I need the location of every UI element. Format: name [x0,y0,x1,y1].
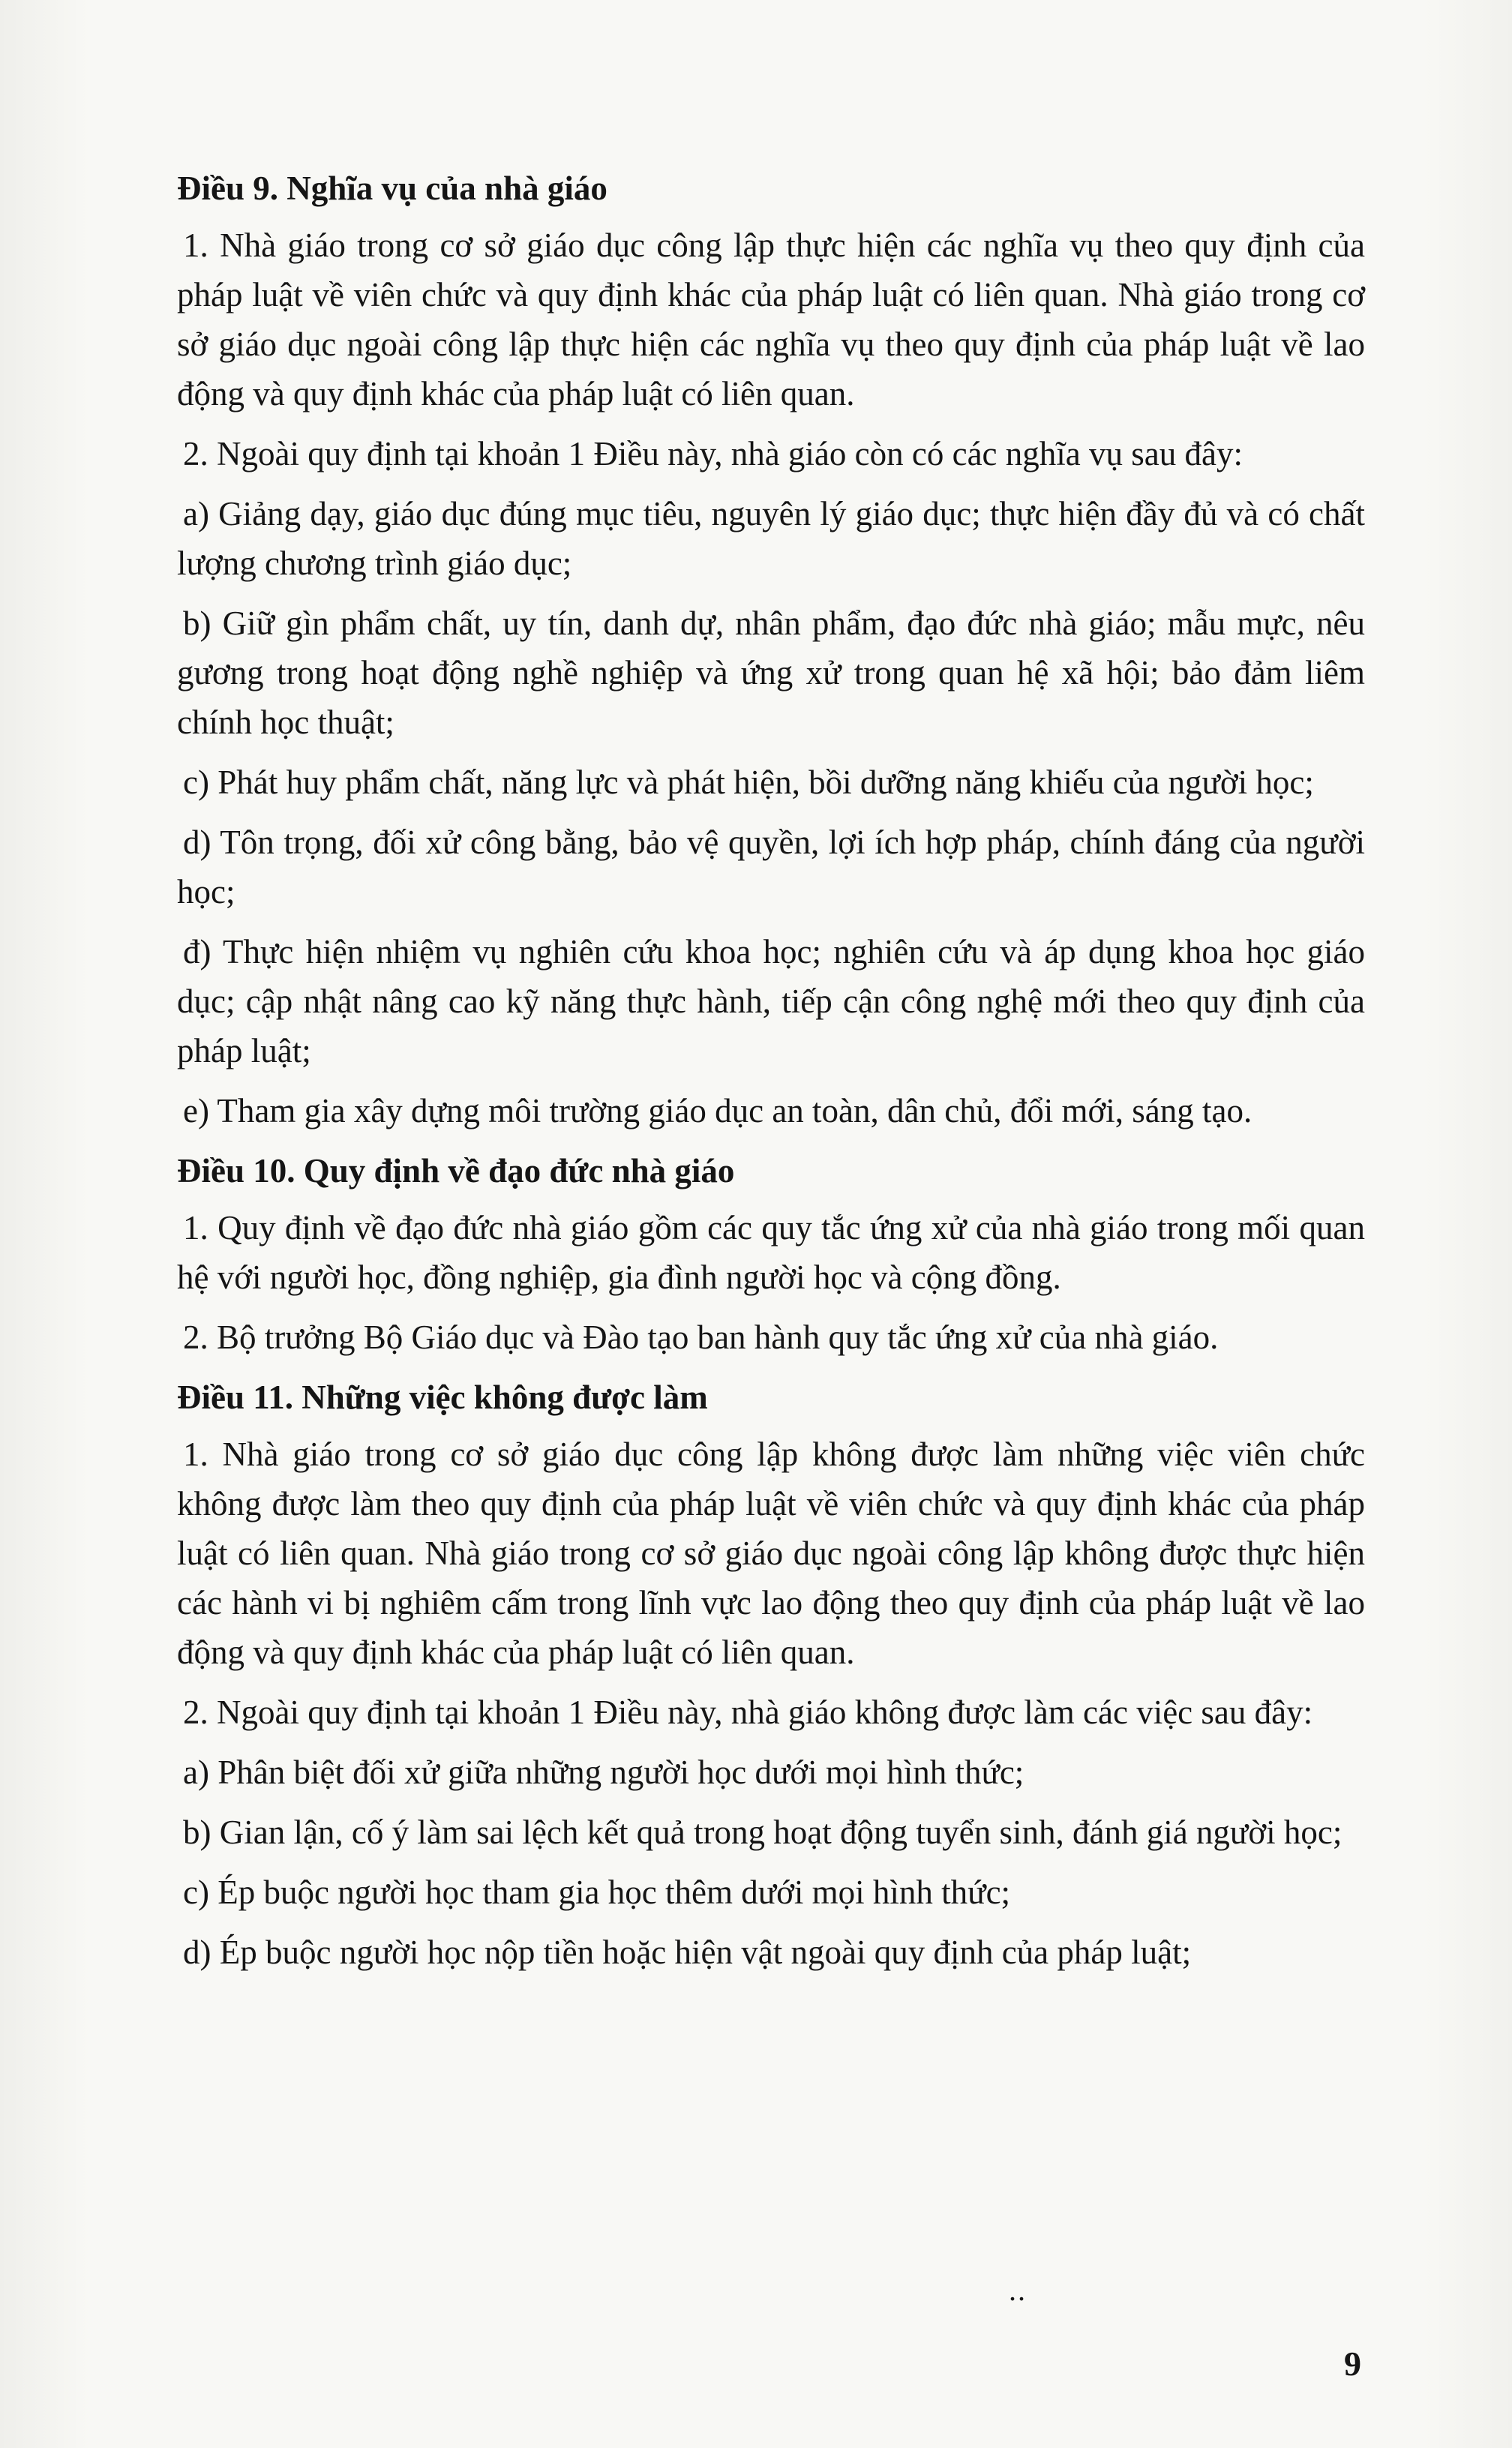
article-9-clause-2: 2. Ngoài quy định tại khoản 1 Điều này, nhà giáo còn có các nghĩa vụ sau đây: [183,435,1243,472]
article-11-clause-1: 1. Nhà giáo trong cơ sở giáo dục công lập không được làm những việc viên chức không được làm theo quy định của pháp luật về viên chức và quy định khác của pháp luật có liên quan. Nhà giáo trong cơ sở giáo dục ngoài công lập không được thực hiện các hành vi bị nghiêm cấm trong lĩnh vực lao động theo quy định của pháp luật về lao động và quy định khác của pháp luật có liên quan. [177,1436,1365,1671]
page-number: 9 [1344,2344,1361,2383]
article-11-item-d: d) Ép buộc người học nộp tiền hoặc hiện vật ngoài quy định của pháp luật; [183,1934,1192,1971]
article-11-heading: Điều 11. Những việc không được làm [177,1378,708,1416]
article-9-item-a: a) Giảng dạy, giáo dục đúng mục tiêu, nguyên lý giáo dục; thực hiện đầy đủ và có chất lượng chương trình giáo dục; [177,495,1365,582]
article-9-clause-1: 1. Nhà giáo trong cơ sở giáo dục công lập thực hiện các nghĩa vụ theo quy định của pháp luật về viên chức và quy định khác của pháp luật có liên quan. Nhà giáo trong cơ sở giáo dục ngoài công lập thực hiện các nghĩa vụ theo quy định của pháp luật về lao động và quy định khác của pháp luật có liên quan. [177,226,1365,412]
article-11-clause-2: 2. Ngoài quy định tại khoản 1 Điều này, nhà giáo không được làm các việc sau đây: [183,1694,1313,1731]
article-9-item-b: b) Giữ gìn phẩm chất, uy tín, danh dự, nhân phẩm, đạo đức nhà giáo; mẫu mực, nêu gương trong hoạt động nghề nghiệp và ứng xử trong quan hệ xã hội; bảo đảm liêm chính học thuật; [177,604,1365,741]
page-content [177,164,1365,1988]
footer-dots: .. [1009,2273,1027,2307]
article-11-item-c: c) Ép buộc người học tham gia học thêm dưới mọi hình thức; [183,1874,1011,1911]
article-11-item-b: b) Gian lận, cố ý làm sai lệch kết quả trong hoạt động tuyển sinh, đánh giá người học; [183,1814,1342,1851]
article-9-item-e: e) Tham gia xây dựng môi trường giáo dục an toàn, dân chủ, đổi mới, sáng tạo. [183,1092,1252,1130]
article-9-item-c: c) Phát huy phẩm chất, năng lực và phát hiện, bồi dưỡng năng khiếu của người học; [183,764,1314,801]
article-11-item-a: a) Phân biệt đối xử giữa những người học dưới mọi hình thức; [183,1754,1024,1791]
article-10-heading: Điều 10. Quy định về đạo đức nhà giáo [177,1152,735,1190]
article-10-clause-2: 2. Bộ trưởng Bộ Giáo dục và Đào tạo ban hành quy tắc ứng xử của nhà giáo. [183,1318,1219,1356]
article-9-item-dd: đ) Thực hiện nhiệm vụ nghiên cứu khoa học; nghiên cứu và áp dụng khoa học giáo dục; cập nhật nâng cao kỹ năng thực hành, tiếp cận công nghệ mới theo quy định của pháp luật; [177,933,1365,1070]
article-10-clause-1: 1. Quy định về đạo đức nhà giáo gồm các quy tắc ứng xử của nhà giáo trong mối quan hệ với người học, đồng nghiệp, gia đình người học và cộng đồng. [177,1209,1365,1296]
article-9-item-d: d) Tôn trọng, đối xử công bằng, bảo vệ quyền, lợi ích hợp pháp, chính đáng của người học; [177,824,1365,910]
article-9-heading: Điều 9. Nghĩa vụ của nhà giáo [177,170,608,207]
